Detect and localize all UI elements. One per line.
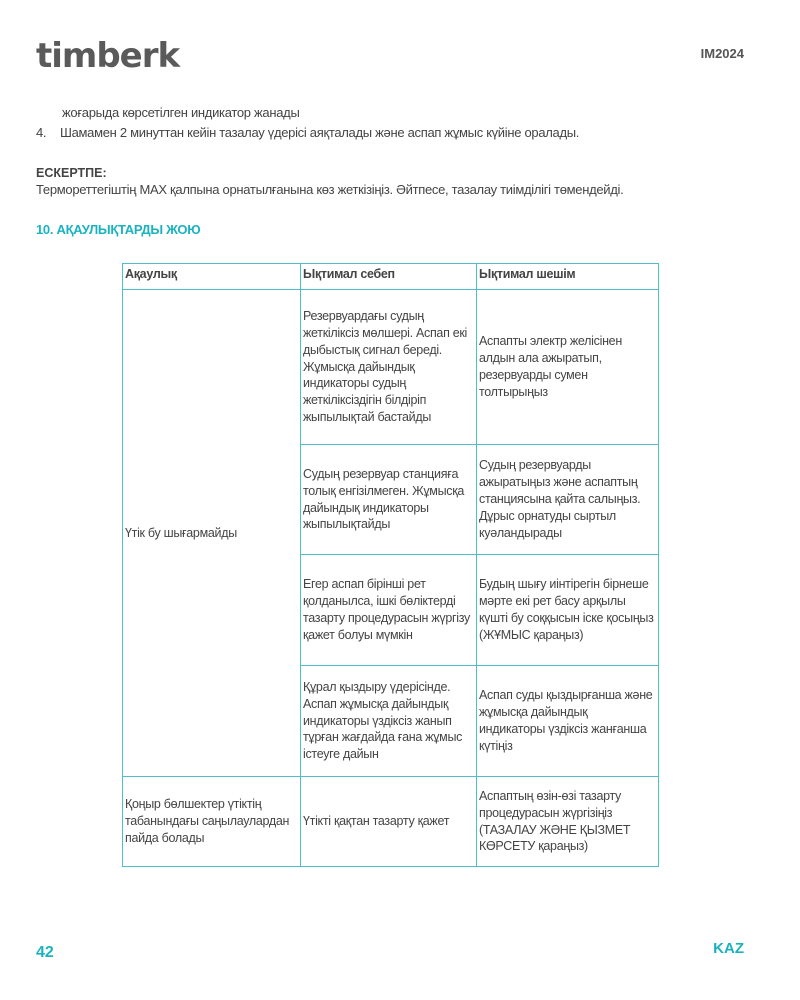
- page-number: 42: [36, 944, 54, 961]
- list-item-4: [36, 125, 579, 140]
- troubleshooting-table: [122, 263, 659, 867]
- solution-cell: Будың шығу иінтірегін бірнеше мәрте екі рет басу арқылы күшті бу соққысын іске қосыңыз (ЖҰМЫС қараңыз): [477, 555, 659, 666]
- solution-cell: Аспаптың өзін-өзі тазарту процедурасын жүргізіңіз (ТАЗАЛАУ ЖӘНЕ ҚЫЗМЕТ КӨРСЕТУ қараңыз): [477, 777, 659, 867]
- cause-cell: Егер аспап бірінші рет қолданылса, ішкі бөліктерді тазарту процедурасын жүргізу қажет болуы мүмкін: [301, 555, 477, 666]
- fault-cell: Қоңыр бөлшектер үтіктің табанындағы саңылаулардан пайда болады: [123, 777, 301, 867]
- header-cause: Ықтимал себеп: [301, 264, 477, 290]
- list-item-text: Шамамен 2 минуттан кейін тазалау үдерісі аяқталады және аспап жұмыс күйіне оралады.: [60, 125, 580, 140]
- solution-cell: Аспапты электр желісінен алдын ала ажыратып, резервуарды сумен толтырыңыз: [477, 290, 659, 445]
- document-code: IM2024: [700, 46, 744, 61]
- table-row: [123, 777, 659, 867]
- cause-cell: Үтікті қақтан тазарту қажет: [301, 777, 477, 867]
- cause-cell: Құрал қыздыру үдерісінде. Аспап жұмысқа дайындық индикаторы үздіксіз жанып тұрған жағдайда ғана жұмыс істеуге дайын: [301, 666, 477, 777]
- list-item-number: 4.: [36, 125, 47, 140]
- header-solution: Ықтимал шешім: [477, 264, 659, 290]
- note-title: ЕСКЕРТПЕ:: [36, 166, 107, 180]
- note-text: Термореттегіштің MAX қалпына орнатылғанына көз жеткізіңіз. Әйтпесе, тазалау тиімділігі төмендейді.: [36, 182, 624, 197]
- table-header-row: [123, 264, 659, 290]
- language-code: KAZ: [713, 940, 744, 957]
- fault-cell: Үтік бу шығармайды: [123, 290, 301, 777]
- continued-list-line: жоғарыда көрсетілген индикатор жанады: [62, 105, 300, 120]
- section-title: 10. АҚАУЛЫҚТАРДЫ ЖОЮ: [36, 222, 201, 237]
- cause-cell: Резервуардағы судың жеткіліксіз мөлшері. Аспап екі дыбыстық сигнал береді. Жұмысқа дайындық индикаторы судың жеткіліксіздігін білдіріп жыпылықтай бастайды: [301, 290, 477, 445]
- table-row: [123, 290, 659, 445]
- brand-logo: timberk: [36, 36, 180, 76]
- solution-cell: Судың резервуарды ажыратыңыз және аспаптың станциясына қайта салыңыз. Дұрыс орнатуды сыртыл куәландырады: [477, 445, 659, 555]
- cause-cell: Судың резервуар станцияға толық енгізілмеген. Жұмысқа дайындық индикаторы жыпылықтайды: [301, 445, 477, 555]
- header-fault: Ақаулық: [123, 264, 301, 290]
- solution-cell: Аспап суды қыздырғанша және жұмысқа дайындық индикаторы үздіксіз жанғанша күтіңіз: [477, 666, 659, 777]
